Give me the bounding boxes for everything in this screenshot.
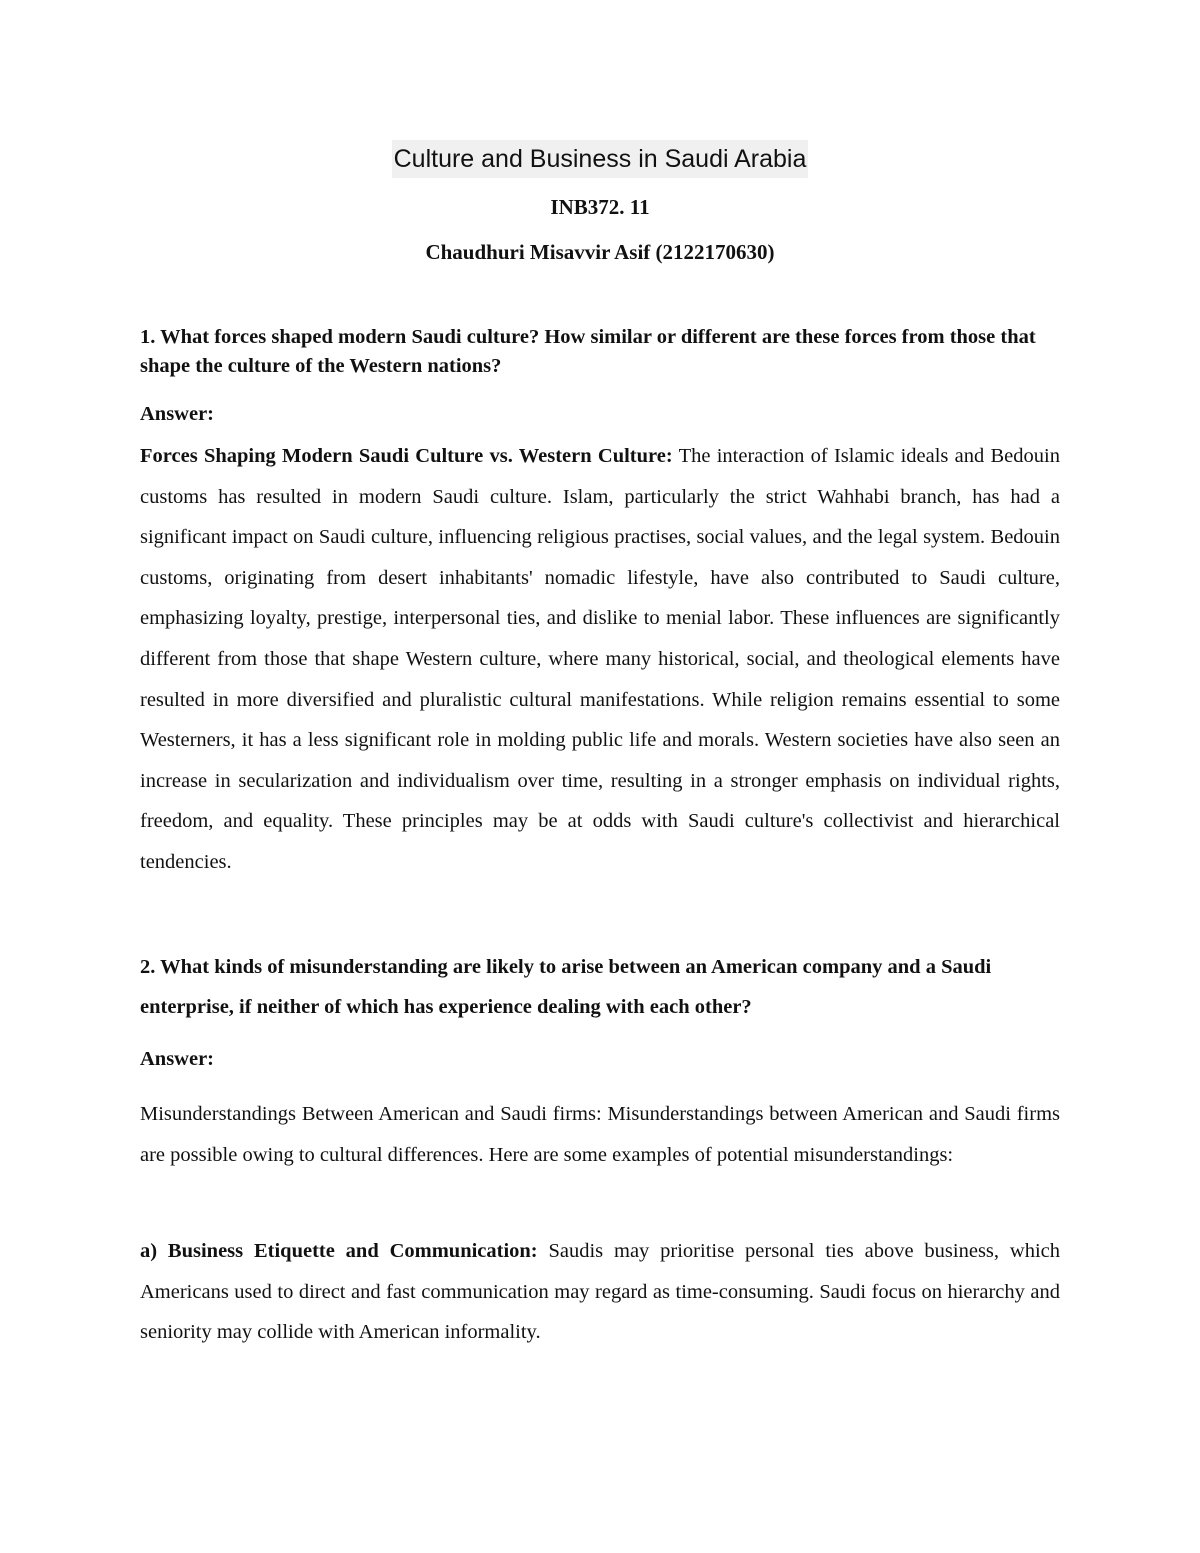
author-name: Chaudhuri Misavvir Asif (2122170630) xyxy=(425,240,775,264)
question-2: 2. What kinds of misunderstanding are likely to arise between an American company and a Saudi enterprise, if neither of which has experience dealing with each other? xyxy=(140,956,992,1018)
answer-1-body: The interaction of Islamic ideals and Bedouin customs has resulted in modern Saudi culture. Islam, particularly the strict Wahhabi branch, has had a significant impact on Saudi culture, influencing religious practises, social values, and the legal system. Bedouin customs, originating from desert inhabitants' nomadic lifestyle, have also contributed to Saudi culture, emphasizing loyalty, prestige, interpersonal ties, and dislike to menial labor. These influences are significantly different from those that shape Western culture, where many historical, social, and theological elements have resulted in more diversified and pluralistic cultural manifestations. While religion remains essential to some Westerners, it has a less significant role in molding public life and morals. Western societies have also seen an increase in secularization and individualism over time, resulting in a stronger emphasis on individual rights, freedom, and equality. These principles may be at odds with Saudi culture's collectivist and hierarchical tendencies. xyxy=(140,445,1060,873)
document-title-line xyxy=(0,138,1200,178)
answer-2-item-a xyxy=(140,1231,1060,1353)
item-a-body: Saudis may prioritise personal ties above business, which Americans used to direct and fast communication may regard as time-consuming. Saudi focus on hierarchy and seniority may collide with American informality. xyxy=(140,1240,1060,1344)
answer-2-intro: Misunderstandings Between American and Saudi firms: Misunderstandings between American and Saudi firms are possible owing to cultural differences. Here are some examples of potential misunderstandings: xyxy=(140,1103,1060,1166)
answer-1-paragraph xyxy=(140,436,1060,883)
document-title: Culture and Business in Saudi Arabia xyxy=(392,140,809,178)
answer-2-label: Answer: xyxy=(140,1048,215,1070)
course-code: INB372. 11 xyxy=(550,195,650,219)
item-a-heading: a) Business Etiquette and Communication: xyxy=(140,1240,538,1262)
answer-1-label: Answer: xyxy=(140,403,215,425)
answer-1-heading: Forces Shaping Modern Saudi Culture vs. Western Culture: xyxy=(140,445,673,467)
question-1: 1. What forces shaped modern Saudi culture? How similar or different are these forces from those that shape the culture of the Western nations? xyxy=(140,326,1036,377)
